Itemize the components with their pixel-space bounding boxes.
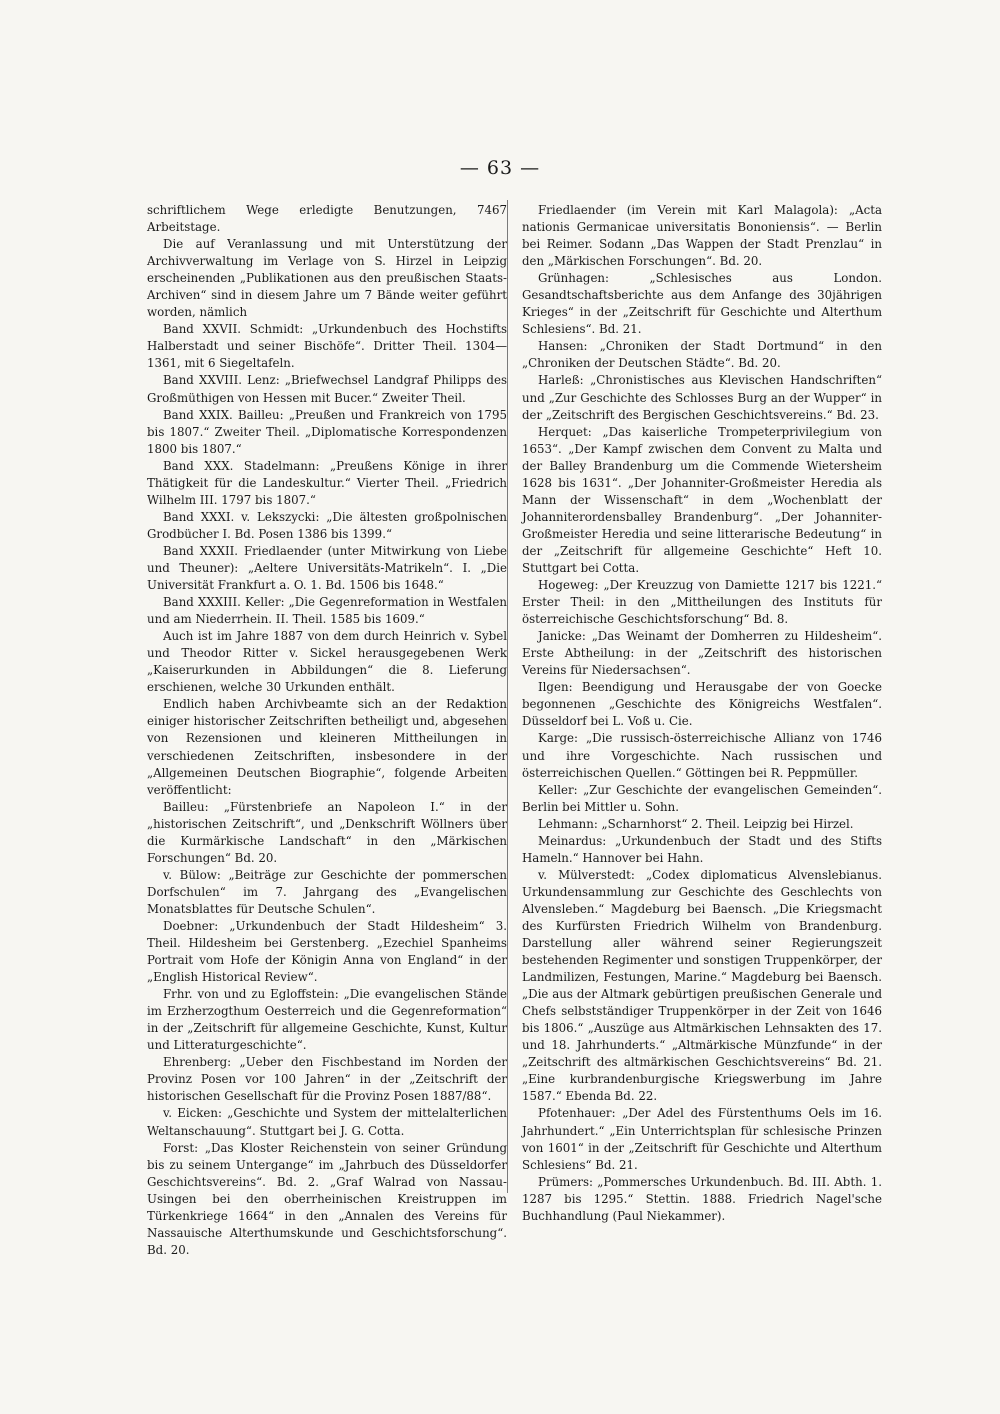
paragraph: Frhr. von und zu Egloffstein: „Die evangelischen Stände im Erzherzogthum Oesterreich und die Gegenreformation“ in der „Zeitschrift für allgemeine Geschichte, Kunst, Kultur und Litteraturgeschichte“. — [147, 987, 507, 1053]
paragraph: schriftlichem Wege erledigte Benutzungen, 7467 Arbeitstage. — [147, 203, 507, 235]
paragraph: Hogeweg: „Der Kreuzzug von Damiette 1217 bis 1221.“ Erster Theil: in den „Mittheilungen des Instituts für österreichische Geschichtsforschung“ Bd. 8. — [522, 578, 882, 627]
paragraph: Friedlaender (im Verein mit Karl Malagola): „Acta nationis Germanicae universitatis Bononiensis“. — Berlin bei Reimer. Sodann „Das Wappen der Stadt Prenzlau“ in den „Märkischen Forschungen“. Bd. 20. — [522, 203, 882, 269]
paragraph: Band XXVII. Schmidt: „Urkundenbuch des Hochstifts Halberstadt und seiner Bischöfe“. Dritter Theil. 1304—1361, mit 6 Siegeltafeln. — [147, 322, 507, 371]
paragraph: Band XXVIII. Lenz: „Briefwechsel Landgraf Philipps des Großmüthigen von Hessen mit Bucer.“ Zweiter Theil. — [147, 373, 507, 405]
paragraph: Pfotenhauer: „Der Adel des Fürstenthums Oels im 16. Jahrhundert.“ „Ein Unterrichtsplan für schlesische Prinzen von 1601“ in der „Zeitschrift für Geschichte und Alterthum Schlesiens“ Bd. 21. — [522, 1106, 882, 1172]
paragraph: Endlich haben Archivbeamte sich an der Redaktion einiger historischer Zeitschriften betheiligt und, abgesehen von Rezensionen und kleineren Mittheilungen in verschiedenen Zeitschriften, insbesondere in der „Allgemeinen Deutschen Biographie“, folgende Arbeiten veröffentlicht: — [147, 697, 507, 797]
right-text-column — [522, 202, 882, 1225]
paragraph: Auch ist im Jahre 1887 von dem durch Heinrich v. Sybel und Theodor Ritter v. Sickel herausgegebenen Werk „Kaiserurkunden in Abbildungen“ die 8. Lieferung erschienen, welche 30 Urkunden enthält. — [147, 629, 507, 695]
paragraph: Prümers: „Pommersches Urkundenbuch. Bd. III. Abth. 1. 1287 bis 1295.“ Stettin. 1888. Friedrich Nagel'sche Buchhandlung (Paul Niekammer). — [522, 1174, 882, 1223]
page-number: — 63 — — [459, 157, 541, 179]
paragraph: Karge: „Die russisch-österreichische Allianz von 1746 und ihre Vorgeschichte. Nach russischen und österreichischen Quellen.“ Göttingen bei R. Peppmüller. — [522, 731, 882, 780]
paragraph: Band XXXIII. Keller: „Die Gegenreformation in Westfalen und am Niederrhein. II. Theil. 1585 bis 1609.“ — [147, 595, 507, 627]
paragraph: Lehmann: „Scharnhorst“ 2. Theil. Leipzig bei Hirzel. — [538, 816, 854, 831]
paragraph: Die auf Veranlassung und mit Unterstützung der Archivverwaltung im Verlage von S. Hirzel in Leipzig erscheinenden „Publikationen aus den preußischen Staats-Archiven“ sind in diesem Jahre um 7 Bände weiter geführt worden, nämlich — [147, 237, 507, 320]
paragraph: v. Eicken: „Geschichte und System der mittelalterlichen Weltanschauung“. Stuttgart bei J. G. Cotta. — [147, 1106, 507, 1138]
paragraph: v. Mülverstedt: „Codex diplomaticus Alvenslebianus. Urkundensammlung zur Geschichte des Geschlechts von Alvensleben.“ Magdeburg bei Baensch. „Die Kriegsmacht des Kurfürsten Friedrich Wilhelm von Brandenburg. Darstellung aller während seiner Regierungszeit bestehenden Regimenter und sonstigen Truppenkörper, der Landmilizen, Festungen, Marine.“ Magdeburg bei Baensch. „Die aus der Altmark gebürtigen preußischen Generale und Chefs selbstständiger Truppenkörper in der Zeit von 1646 bis 1806.“ „Auszüge aus Altmärkischen Lehnsakten des 17. und 18. Jahrhunderts.“ „Altmärkische Münzfunde“ in der „Zeitschrift des altmärkischen Geschichtsvereins“ Bd. 21. „Eine kurbrandenburgische Kriegswerbung im Jahre 1587.“ Ebenda Bd. 22. — [522, 867, 882, 1104]
paragraph: Grünhagen: „Schlesisches aus London. Gesandtschaftsberichte aus dem Anfange des 30jährigen Krieges“ in der „Zeitschrift für Geschichte und Alterthum Schlesiens“. Bd. 21. — [522, 271, 882, 337]
paragraph: Ehrenberg: „Ueber den Fischbestand im Norden der Provinz Posen vor 100 Jahren“ in der „Zeitschrift der historischen Gesellschaft für die Provinz Posen 1887/88“. — [147, 1055, 507, 1104]
paragraph: Harleß: „Chronistisches aus Klevischen Handschriften“ und „Zur Geschichte des Schlosses Burg an der Wupper“ in der „Zeitschrift des Bergischen Geschichtsvereins.“ Bd. 23. — [522, 373, 882, 422]
paragraph: Forst: „Das Kloster Reichenstein von seiner Gründung bis zu seinem Untergange“ im „Jahrbuch des Düsseldorfer Geschichtsvereins“. Bd. 2. „Graf Walrad von Nassau-Usingen bei den oberrheinischen Kreistruppen im Türkenkriege 1664“ in den „Annalen des Vereins für Nassauische Alterthumskunde und Geschichtsforschung“. Bd. 20. — [147, 1140, 507, 1257]
paragraph: Hansen: „Chroniken der Stadt Dortmund“ in den „Chroniken der Deutschen Städte“. Bd. 20. — [522, 339, 882, 371]
column-divider — [507, 200, 508, 1193]
paragraph: Band XXXII. Friedlaender (unter Mitwirkung von Liebe und Theuner): „Aeltere Universitäts-Matrikeln“. I. „Die Universität Frankfurt a. O. 1. Bd. 1506 bis 1648.“ — [147, 543, 507, 593]
paragraph: Band XXXI. v. Lekszycki: „Die ältesten großpolnischen Grodbücher I. Bd. Posen 1386 bis 1399.“ — [147, 509, 507, 541]
paragraph: Doebner: „Urkundenbuch der Stadt Hildesheim“ 3. Theil. Hildesheim bei Gerstenberg. „Ezechiel Spanheims Portrait vom Hofe der Königin Anna von England“ in der „English Historical Review“. — [147, 918, 507, 985]
paragraph: Herquet: „Das kaiserliche Trompeterprivilegium von 1653“. „Der Kampf zwischen dem Convent zu Malta und der Balley Brandenburg um die Commende Wietersheim 1628 bis 1631“. „Der Johanniter-Großmeister Heredia als Mann der Wissenschaft“ in dem „Wochenblatt der Johanniterordensballey Brandenburg“. „Der Johanniter-Großmeister Heredia und seine litterarische Bedeutung“ in der „Zeitschrift für allgemeine Geschichte“ Heft 10. Stuttgart bei Cotta. — [522, 424, 882, 575]
paragraph: Band XXX. Stadelmann: „Preußens Könige in ihrer Thätigkeit für die Landeskultur.“ Vierter Theil. „Friedrich Wilhelm III. 1797 bis 1807.“ — [147, 458, 507, 507]
left-text-column — [147, 202, 507, 1259]
paragraph: v. Bülow: „Beiträge zur Geschichte der pommerschen Dorfschulen“ im 7. Jahrgang des „Evangelischen Monatsblattes für Deutsche Schulen“. — [147, 867, 507, 916]
paragraph: Band XXIX. Bailleu: „Preußen und Frankreich von 1795 bis 1807.“ Zweiter Theil. „Diplomatische Korrespondenzen 1800 bis 1807.“ — [147, 407, 507, 456]
paragraph: Bailleu: „Fürstenbriefe an Napoleon I.“ in der „historischen Zeitschrift“, und „Denkschrift Wöllners über die Kurmärkische Landschaft“ in den „Märkischen Forschungen“ Bd. 20. — [147, 799, 507, 865]
paragraph: Ilgen: Beendigung und Herausgabe der von Goecke begonnenen „Geschichte des Königreichs Westfalen“. Düsseldorf bei L. Voß u. Cie. — [522, 680, 882, 729]
paragraph: Keller: „Zur Geschichte der evangelischen Gemeinden“. Berlin bei Mittler u. Sohn. — [522, 782, 882, 814]
paragraph: Janicke: „Das Weinamt der Domherren zu Hildesheim“. Erste Abtheilung: in der „Zeitschrift des historischen Vereins für Niedersachsen“. — [522, 629, 882, 678]
paragraph: Meinardus: „Urkundenbuch der Stadt und des Stifts Hameln.“ Hannover bei Hahn. — [522, 833, 882, 865]
